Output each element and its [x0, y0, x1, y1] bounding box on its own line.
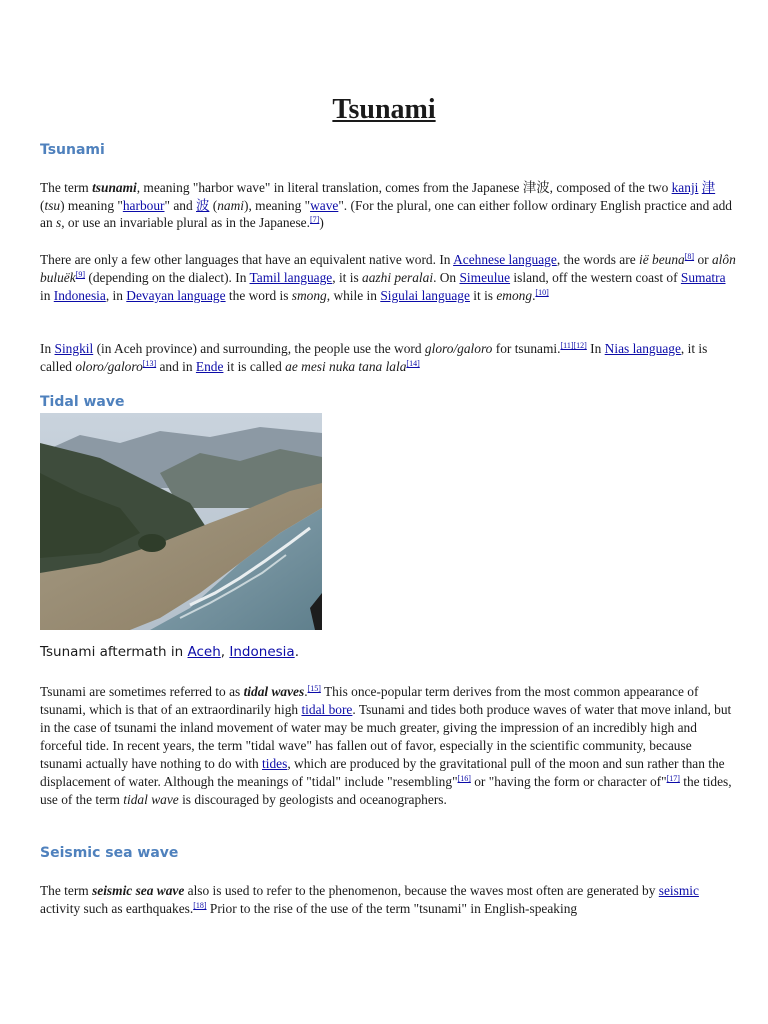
- link-tamil-language[interactable]: Tamil language: [249, 270, 333, 285]
- link-nias-language[interactable]: Nias language: [604, 341, 681, 356]
- section-heading-tidal-wave: Tidal wave: [40, 394, 125, 410]
- section-heading-seismic-sea-wave: Seismic sea wave: [40, 845, 179, 861]
- link-nami[interactable]: 波: [196, 197, 210, 213]
- paragraph-other-languages: There are only a few other languages that have an equivalent native word. In Acehnese language, the words are ië beuna[8] or alôn buluëk[9] (depending on the dialect). In Tamil language, it is aazhi peralai. On Simeulue island, off the western coast of Sumatra in Indonesia, in Devayan language the word is smong, while in Sigulai language it is emong.[10]: [40, 252, 736, 303]
- ref-8[interactable]: [8]: [684, 252, 695, 261]
- caption-link-aceh[interactable]: Aceh: [187, 644, 221, 660]
- tsunami-aftermath-photo: [40, 413, 322, 630]
- ref-14[interactable]: [14]: [406, 359, 420, 368]
- caption-link-indonesia[interactable]: Indonesia: [229, 644, 295, 660]
- link-acehnese-language[interactable]: Acehnese language: [453, 252, 557, 267]
- photo-caption: Tsunami aftermath in Aceh, Indonesia.: [40, 644, 299, 660]
- link-wave[interactable]: wave: [310, 197, 339, 213]
- ref-11[interactable]: [11]: [560, 341, 574, 350]
- link-ende[interactable]: Ende: [195, 359, 224, 374]
- link-kanji[interactable]: kanji: [671, 180, 699, 195]
- paragraph-etymology: The term tsunami, meaning "harbor wave" in literal translation, comes from the Japanese 津波, composed of the two kanji 津 (tsu) meaning "harbour" and 波 (nami), meaning "wave". (For the plural, one can either follow ordinary English practice and add an s, or use an invariable plural as in the Japanese.[7]): [40, 180, 733, 230]
- paragraph-seismic-sea-wave: The term seismic sea wave also is used to refer to the phenomenon, because the waves most often are generated by seismic activity such as earthquakes.[18] Prior to the rise of the use of the term "tsunami" in English-speaking: [40, 883, 699, 916]
- link-indonesia[interactable]: Indonesia: [53, 288, 106, 303]
- section-heading-tsunami: Tsunami: [40, 142, 105, 158]
- ref-17[interactable]: [17]: [666, 774, 680, 783]
- paragraph-tidal-wave: Tsunami are sometimes referred to as tidal waves.[15] This once-popular term derives from the most common appearance of tsunami, which is that of an extraordinarily high tidal bore. Tsunami and tides both produce waves of water that move inland, but in the case of tsunami the inland movement of water may be much greater, giving the impression of an incredibly high and forceful tide. In recent years, the term "tidal wave" has fallen out of favor, especially in the scientific community, because tsunami actually have nothing to do with tides, which are produced by the gravitational pull of the moon and sun rather than the displacement of water. Although the meanings of "tidal" include "resembling"[16] or "having the form or character of"[17] the tides, use of the term tidal wave is discouraged by geologists and oceanographers.: [40, 684, 732, 807]
- link-simeulue[interactable]: Simeulue: [459, 270, 511, 285]
- ref-18[interactable]: [18]: [193, 901, 207, 910]
- link-tsu[interactable]: 津: [701, 180, 716, 195]
- link-harbour[interactable]: harbour: [122, 197, 165, 213]
- paragraph-singkil: In Singkil (in Aceh province) and surrounding, the people use the word gloro/galoro for tsunami.[11][12] In Nias language, it is called oloro/galoro[13] and in Ende it is called ae mesi nuka tana lala[14]: [40, 341, 708, 374]
- page-title: Tsunami: [332, 94, 436, 125]
- ref-12[interactable]: [12]: [573, 341, 587, 350]
- ref-15[interactable]: [15]: [307, 684, 321, 693]
- ref-7[interactable]: [7]: [309, 215, 320, 224]
- link-tidal-bore[interactable]: tidal bore: [301, 702, 353, 717]
- ref-16[interactable]: [16]: [457, 774, 471, 783]
- link-tides[interactable]: tides: [262, 756, 288, 771]
- link-seismic[interactable]: seismic: [658, 883, 699, 898]
- ref-13[interactable]: [13]: [142, 359, 157, 368]
- link-singkil[interactable]: Singkil: [54, 341, 94, 356]
- link-sigulai-language[interactable]: Sigulai language: [380, 288, 470, 303]
- link-sumatra[interactable]: Sumatra: [680, 270, 726, 285]
- ref-9[interactable]: [9]: [75, 270, 86, 279]
- ref-10[interactable]: [10]: [535, 288, 549, 297]
- link-devayan-language[interactable]: Devayan language: [126, 288, 226, 303]
